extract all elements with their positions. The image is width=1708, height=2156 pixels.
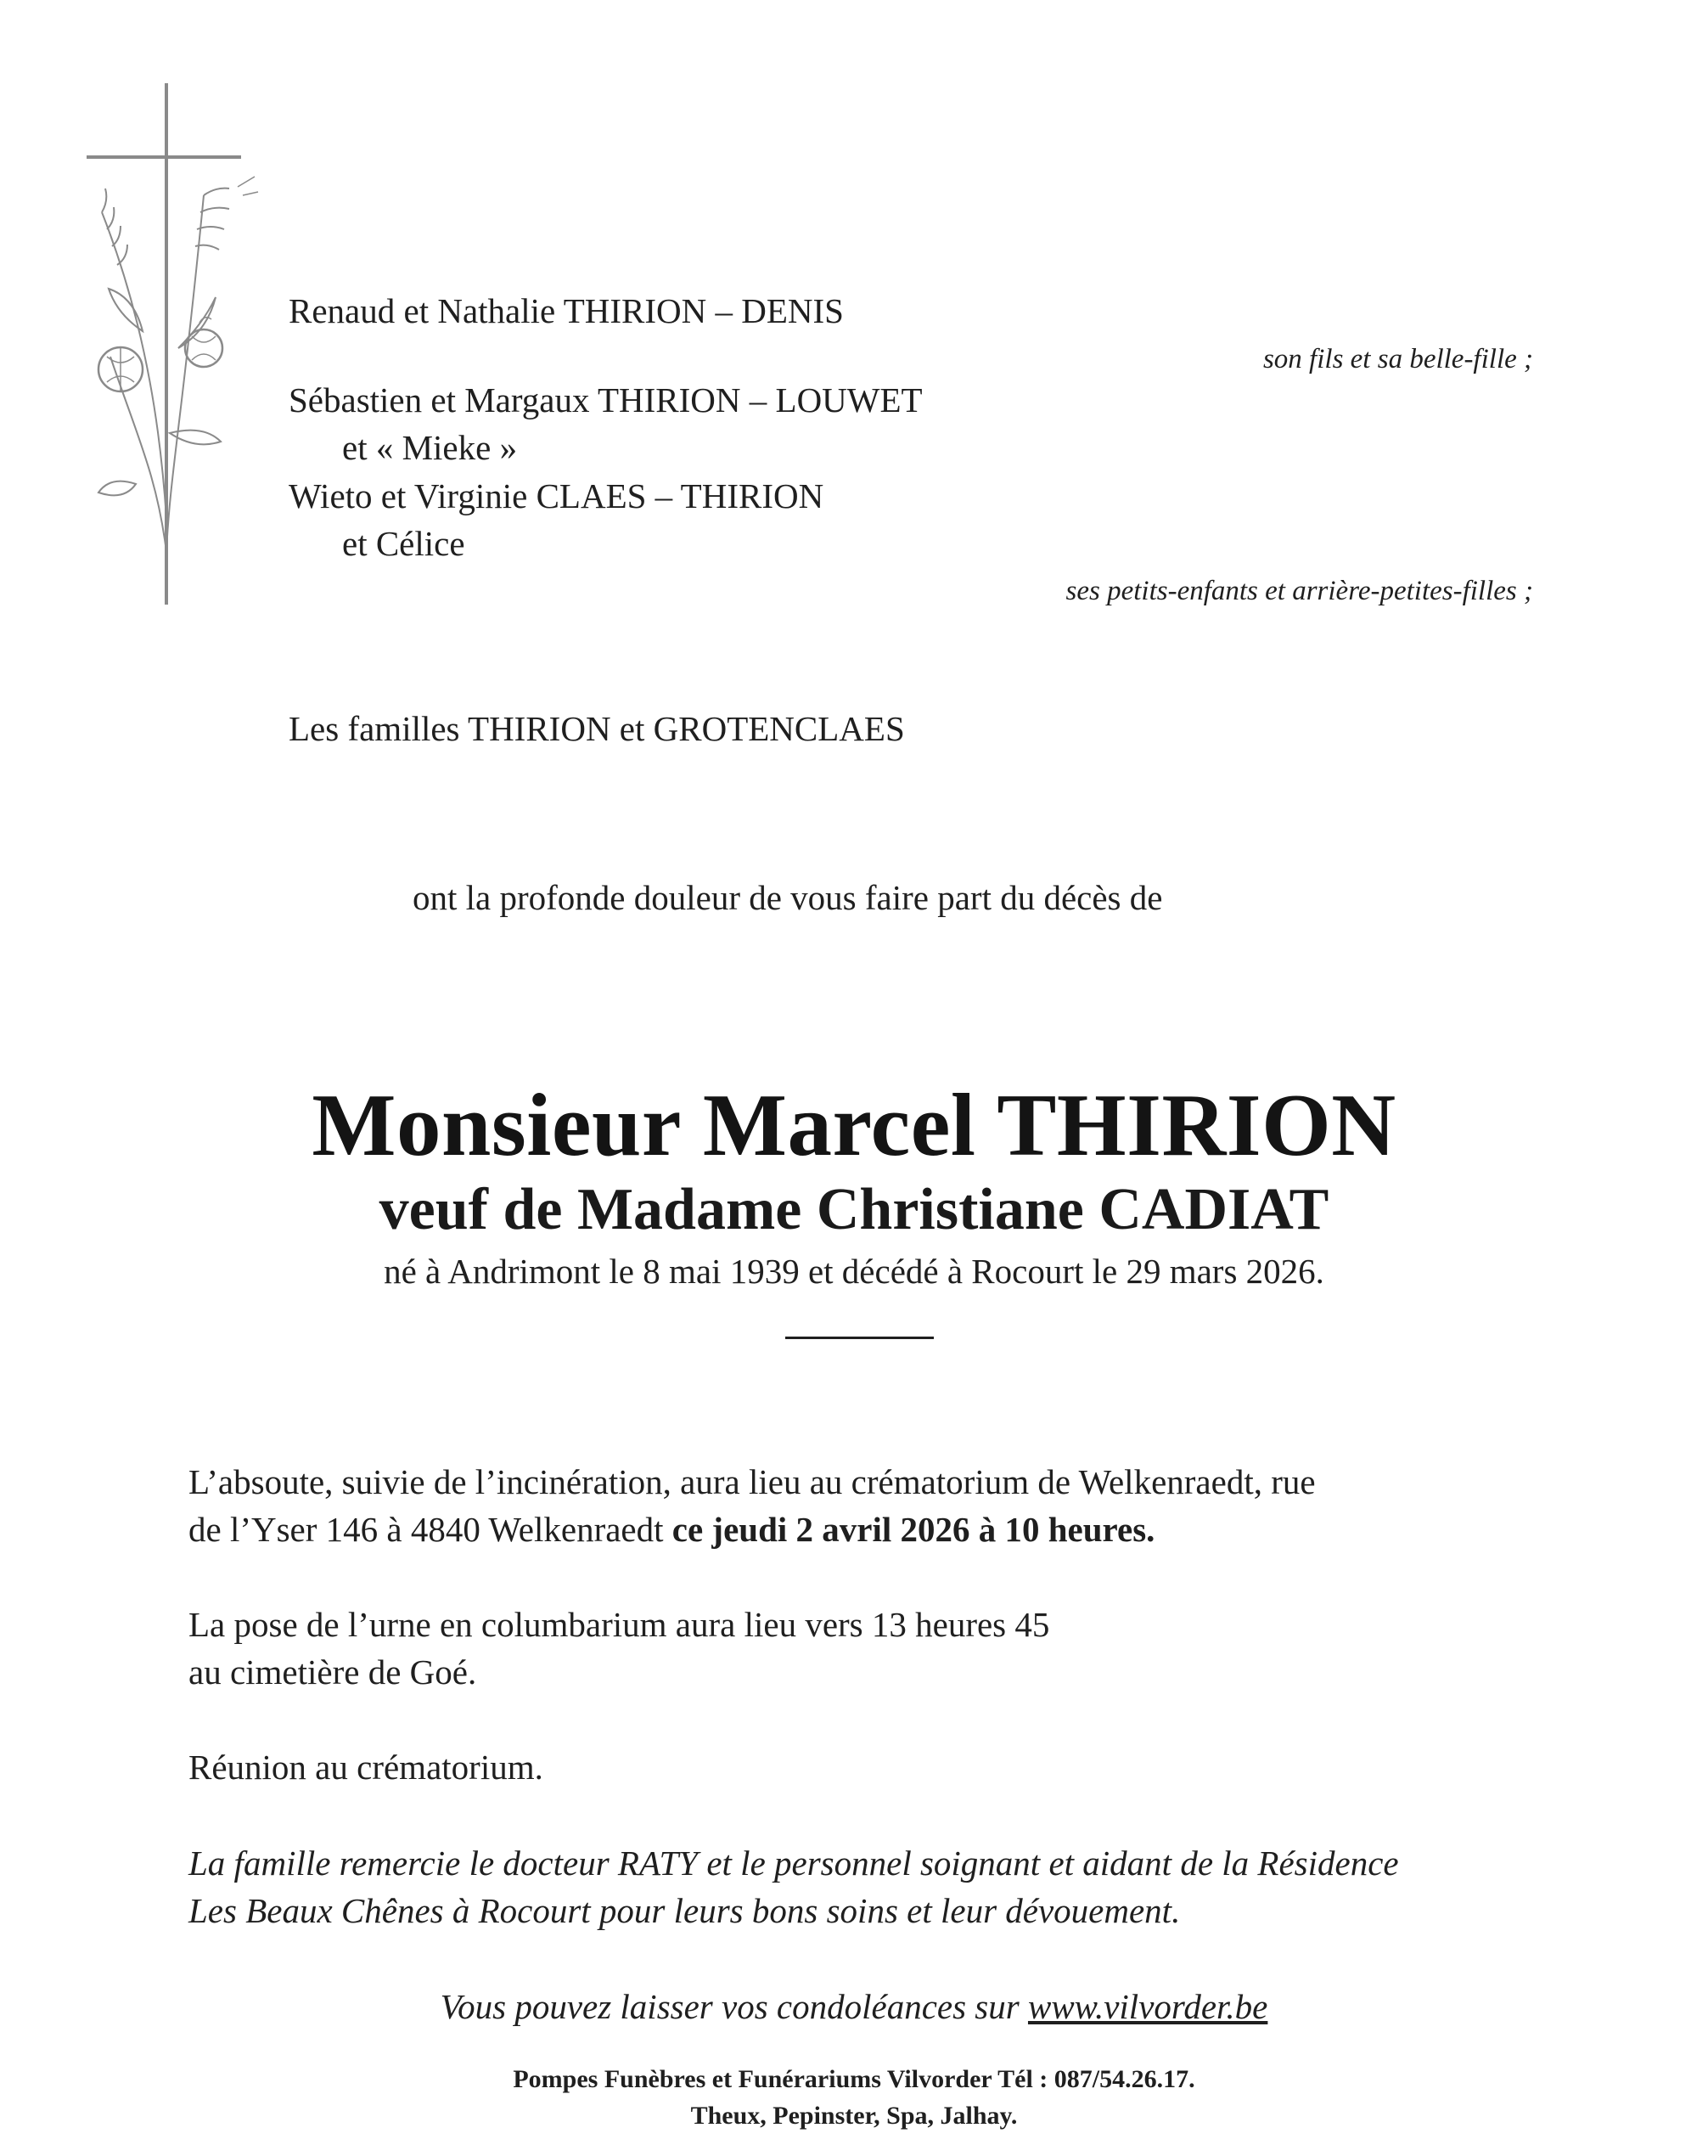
reunion-text: Réunion au crématorium.: [188, 1748, 543, 1787]
family-son-couple: Renaud et Nathalie THIRION – DENIS: [289, 291, 844, 330]
thanks-line-1: La famille remercie le docteur RATY et le personnel soignant et aidant de la Résidence: [188, 1844, 1399, 1883]
ceremony-date-time: ce jeudi 2 avril 2026 à 10 heures.: [671, 1510, 1155, 1549]
deceased-widower-of: veuf de Madame Christiane CADIAT: [379, 1177, 1329, 1242]
deceased-name: Monsieur Marcel THIRION: [312, 1075, 1396, 1174]
urn-line-2: au cimetière de Goé.: [188, 1652, 477, 1692]
urn-line-1: La pose de l’urne en columbarium aura lieu vers 13 heures 45: [188, 1605, 1050, 1644]
deceased-dates: né à Andrimont le 8 mai 1939 et décédé à Rocourt le 29 mars 2026.: [384, 1252, 1324, 1291]
condolences-label: Vous pouvez laisser vos condoléances sur: [440, 1987, 1028, 2026]
ceremony-line-2: [188, 1510, 1155, 1550]
footer-funeral-home: Pompes Funèbres et Funérariums Vilvorder Tél : 087/54.26.17.: [513, 2065, 1195, 2093]
family-grandchild-1: Sébastien et Margaux THIRION – LOUWET: [289, 380, 923, 419]
announcement-text: ont la profonde douleur de vous faire part du décès de: [413, 878, 1163, 917]
thanks-line-2: Les Beaux Chênes à Rocourt pour leurs bons soins et leur dévouement.: [188, 1891, 1181, 1930]
family-great-grandchild-1: et « Mieke »: [342, 428, 518, 467]
cross-with-flowers-icon: [76, 76, 297, 620]
ceremony-line-1: L’absoute, suivie de l’incinération, aura lieu au crématorium de Welkenraedt, rue: [188, 1462, 1316, 1501]
family-other-families: Les familles THIRION et GROTENCLAES: [289, 709, 905, 748]
condolences-website-link[interactable]: www.vilvorder.be: [1027, 1987, 1268, 2026]
family-grandchild-2: Wieto et Virginie CLAES – THIRION: [289, 476, 824, 515]
section-divider: [785, 1337, 934, 1339]
family-great-grandchild-2: et Célice: [342, 524, 465, 563]
footer-locations: Theux, Pepinster, Spa, Jalhay.: [690, 2102, 1018, 2130]
family-grandchildren-relation: ses petits-enfants et arrière-petites-filles ;: [1065, 576, 1533, 606]
condolences-text: [0, 1987, 1708, 2027]
family-son-relation: son fils et sa belle-fille ;: [1262, 344, 1533, 374]
ceremony-line-2-start: de l’Yser 146 à 4840 Welkenraedt: [188, 1510, 672, 1549]
